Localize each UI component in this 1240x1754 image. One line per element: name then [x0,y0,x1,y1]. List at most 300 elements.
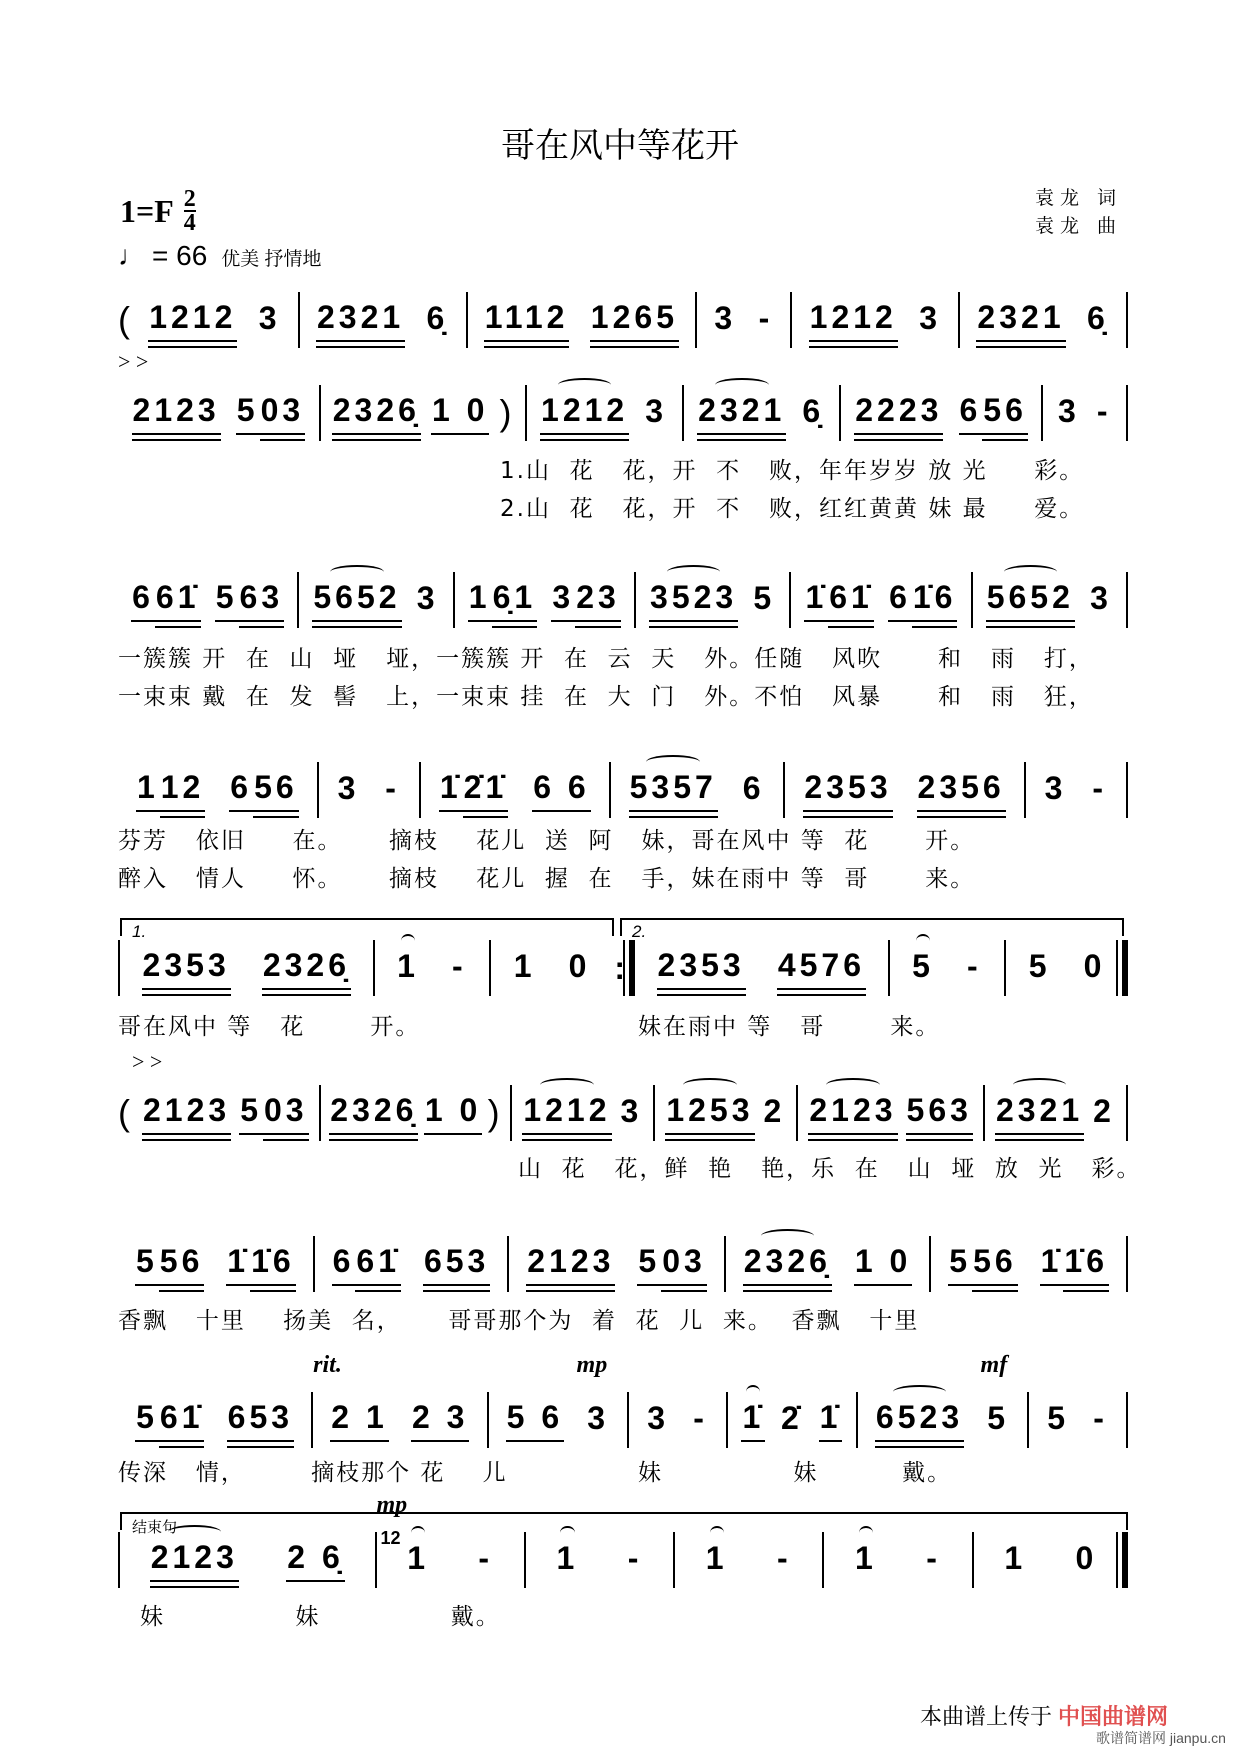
measure [931,1236,1128,1292]
measure [728,1392,858,1448]
expression-text: 优美 抒情地 [221,249,322,270]
notes: 5 [948,1243,972,1286]
note-group [948,1243,1017,1286]
notes: 2123 [142,1092,231,1135]
notes: - [478,1539,494,1576]
note-group [468,579,537,622]
note-group [763,1093,787,1134]
measure [132,1049,321,1141]
notes: 1̇ [226,1243,250,1286]
note-group [1075,1540,1099,1581]
notes: 2 6̣ [286,1539,344,1582]
note-group [1003,1540,1027,1581]
note-group [742,770,766,811]
notes: 3 [620,1092,643,1129]
note-group [854,1243,912,1286]
note-group [911,948,935,989]
note-group [854,392,943,435]
notes: 6̣ [1087,299,1109,336]
fermata-count: 12 [380,1528,401,1548]
notes: 5 [135,1243,159,1286]
note-group [226,1243,295,1286]
note-group [743,1243,832,1286]
measure [489,1352,630,1448]
note-group [976,299,1065,342]
notes: 1 0 [431,392,489,435]
measure [375,940,492,996]
note-group [906,1092,973,1135]
site-watermark: 歌谱简谱网 jianpu.cn [1096,1730,1226,1746]
notation-row [118,1352,1128,1448]
note-group [426,300,450,341]
note-group [439,769,508,812]
lyric-line: 2.山 花 花，开 不 败，红红黄黄 妹 最 爱。 [500,496,1085,522]
lyric-line: 一簇簇 开 在 山 垭 垭，一簇簇 开 在 云 天 外。任随 风吹 和 雨 打， [118,646,1094,672]
note-group [330,1399,388,1442]
notes: 1 0 [854,1243,912,1286]
notes: 2321 [316,299,405,342]
measure [468,292,698,348]
note-group [135,1243,204,1286]
note-group [809,299,898,342]
note-group [329,1092,418,1135]
note-group [135,1399,204,1442]
notes: 3 [714,299,737,336]
note-group [590,299,679,342]
note-group [758,300,775,341]
note-group [416,580,440,621]
notes: 2326̣ [262,947,351,990]
notes: 1 [705,1539,728,1576]
note-group [477,1540,494,1581]
notes: - [926,1539,941,1576]
measure [824,1532,973,1588]
note-group [780,1400,804,1441]
dynamic-marking: rit. [313,1352,342,1378]
notes: 6̣ [426,299,449,336]
notes: 5357 [629,769,718,812]
notation-row [118,349,1128,441]
note-group [229,769,298,812]
measure [792,292,960,348]
notes: 3 [258,299,281,336]
notes: 1̇ [819,1399,843,1442]
composer: 袁龙 曲 [1034,215,1122,237]
upload-text: 本曲谱上传于 [920,1704,1053,1729]
measure [1026,762,1128,818]
notes: 2 [763,1092,786,1129]
accent-marks: > > [118,349,149,374]
measure [376,1492,526,1588]
note-group [917,769,1006,812]
notes: 56 [253,769,299,812]
song-title: 哥在风中等花开 [501,126,739,166]
note-group [986,1400,1010,1441]
dynamic-marking: mp [576,1352,608,1378]
volta-first-label: 1. [132,922,147,941]
notes: 2 1 [330,1399,388,1442]
accent-marks: > > [132,1049,163,1074]
note-group [959,392,1028,435]
notes: 2321 [976,299,1065,342]
note-group [1028,948,1052,989]
note-group [649,579,738,622]
measure [636,572,791,628]
notes: 1̇ [439,769,463,812]
notes: 1212 [522,1092,611,1135]
notes: 5652 [986,579,1075,622]
note-group [808,1092,897,1135]
notes: 1 [855,1539,877,1576]
notes: 653 [423,1243,490,1286]
notes: 0 [1075,1539,1098,1576]
notes: 1265 [590,299,679,342]
measure [1006,940,1128,996]
credits [1035,184,1122,240]
measure [455,572,636,628]
notes: 2123 [808,1092,897,1135]
note-group [239,1092,308,1135]
note-group [776,1540,793,1581]
notes: 1̇ [804,579,828,622]
lyricist: 袁龙 词 [1034,187,1122,209]
notes: - [776,1539,792,1576]
coda-label: 结束句 [132,1519,178,1536]
note-group [337,770,361,811]
notes: 5 [135,1399,159,1442]
notes: 61̇ [828,579,874,622]
note-group [484,299,570,342]
notes: 1 [556,1539,579,1576]
notes: 1 [468,579,492,622]
measure [973,572,1128,628]
note-group [697,392,786,435]
key-signature [120,188,196,234]
note-group [555,1540,579,1581]
note-group [665,1092,754,1135]
note-group [875,1399,964,1442]
note-group [411,1399,469,1442]
note-group [986,579,1075,622]
note-group [692,1400,709,1441]
notes: 6 [229,769,253,812]
measure [841,385,1044,441]
lyric-line: 醉入 情人 怀。 摘枝 花儿 握 在 手，妹在雨中 等 哥 来。 [118,866,976,892]
notes: 2̇ [781,1399,803,1436]
notation-row [118,292,1128,348]
notes: 61̇ [155,579,201,622]
notes: 6 [332,1243,356,1286]
open-paren: ( [118,299,130,340]
notes: - [758,299,774,336]
note-group [258,300,282,341]
tempo-value: = 66 [152,240,208,271]
measure [858,1352,1029,1448]
notes: - [385,769,400,806]
note-group [1089,580,1113,621]
notes: 3523 [649,579,738,622]
notes: 1̇6 [250,1243,296,1286]
notes: 3 [1090,579,1112,616]
note-group [215,579,284,622]
note-group [1044,770,1068,811]
note-group [646,1400,670,1441]
notation-row [118,1049,1128,1141]
note-group [148,299,237,342]
notes: 2123 [526,1243,615,1286]
note-group [741,1399,765,1442]
notes: 1253 [665,1092,754,1135]
notes: 1212 [540,392,629,435]
notes: 3 [551,579,575,622]
measure [785,762,1025,818]
tempo-marking [118,240,322,272]
note-group [854,1540,878,1581]
measure [313,1352,488,1448]
notes: 1̇ [1040,1243,1064,1286]
measure [512,1085,655,1141]
measure [611,762,786,818]
notes: 23 [575,579,621,622]
notes: 0 [1083,947,1106,984]
notes: 1212 [809,299,898,342]
notation-row [118,1236,1128,1292]
note-group [966,948,983,989]
brand-logo[interactable]: 中国曲谱网 [1058,1704,1169,1729]
notation-row [118,762,1128,818]
note-group [406,1540,430,1581]
notes: 03 [260,392,306,435]
notes: 5 [637,1243,661,1286]
lyric-line: 妹在雨中 等 哥 来。 [638,1014,941,1040]
measure [299,572,454,628]
note-group [1092,1093,1116,1134]
notes: - [1093,1399,1108,1436]
measure [635,940,890,996]
notes: 1 [1004,1539,1027,1576]
note-group [384,770,401,811]
notes: - [452,947,467,984]
notes: 12 [160,769,206,812]
notes: 56 [159,1243,205,1286]
notes: 0 [568,947,591,984]
notes: 3 [337,769,360,806]
notes: 3 [587,1399,610,1436]
note-group [627,1540,644,1581]
notes: 5 [239,1092,263,1135]
measure [118,349,321,441]
notes: 1 0 [424,1092,482,1135]
note-group [620,1093,644,1134]
notes: 5 [987,1399,1010,1436]
measure [726,1236,932,1292]
measure [321,1085,513,1141]
notes: 5652 [312,579,401,622]
lyric-line: 哥在风中 等 花 开。 [118,1014,421,1040]
note-group [918,300,942,341]
measure [421,762,611,818]
note-group [262,947,351,990]
note-group [540,392,629,435]
notes: 1 [513,947,536,984]
note-group [513,948,537,989]
note-group [1086,300,1110,341]
dynamic-marking: mp [376,1492,408,1518]
measure [629,1392,728,1448]
notes: 1 [397,947,419,984]
note-group [132,392,221,435]
note-group [801,393,825,434]
notes: 3 [416,579,439,616]
measure [118,1236,315,1292]
notes: 3 [647,1399,670,1436]
notes: 03 [661,1243,707,1286]
note-group [424,1092,482,1135]
note-group [286,1539,344,1582]
note-group [586,1400,610,1441]
notes: 5 [215,579,239,622]
notes: 6 [959,392,983,435]
notes: 2̇1̇ [463,769,509,812]
time-bottom: 4 [183,210,196,236]
note-group [150,1539,239,1582]
measure [974,1532,1128,1588]
notes: 5 [753,579,776,616]
notes: 3 [1057,392,1080,429]
note-group [142,947,231,990]
notes: 4576 [777,947,866,990]
measure [491,940,635,996]
measure [526,1532,675,1588]
note-group [777,947,866,990]
notation-row [118,572,1128,628]
notes: 2 [1093,1092,1115,1129]
note-group [532,769,590,812]
note-group [819,1399,843,1442]
note-group [423,1243,490,1286]
notes: 2353 [142,947,231,990]
measure [319,762,421,818]
measure [118,762,319,818]
lyric-line: 山 花 花，鲜 艳 艳，乐 在 山 垭 放 光 彩。 [518,1156,1142,1182]
time-top: 2 [183,186,196,212]
note-group [713,300,737,341]
notes: - [966,947,982,984]
notation-row [118,940,1128,996]
note-group [227,1399,294,1442]
measure [1029,1392,1128,1448]
notes: 2123 [150,1539,239,1582]
notes: 5 [236,392,260,435]
notes: 61̇ [159,1399,205,1442]
note-group [312,579,401,622]
measure [890,940,1007,996]
notes: 1112 [484,299,570,342]
note-group [804,579,873,622]
lyric-line: 芬芳 依旧 在。 摘枝 花儿 送 阿 妹，哥在风中 等 花 开。 [118,828,976,854]
measure [315,1236,510,1292]
note-group [1091,770,1108,811]
measure [118,572,299,628]
note-group [1083,948,1107,989]
note-group [451,948,468,989]
notes: 6̣1 [492,579,538,622]
measure [791,572,972,628]
notes: - [1092,769,1108,806]
measure [300,292,468,348]
note-group [332,1243,401,1286]
dynamic-marking: mf [980,1352,1008,1378]
notes: 56 [982,392,1028,435]
notes: - [627,1539,643,1576]
note-group [431,392,489,435]
measure [960,292,1128,348]
measure [985,1085,1128,1141]
measure [1043,385,1128,441]
lyric-line: 香飘 十里 扬美 名， 哥哥那个为 着 花 儿 来。 香飘 十里 [118,1308,920,1334]
quarter-note-icon: ♩ [118,240,146,271]
notes: 2223 [854,392,943,435]
note-group [316,299,405,342]
notes: 6 [888,579,912,622]
notes: 2356 [917,769,1006,812]
close-paren: ) [499,392,512,433]
measure [798,1085,985,1141]
notes: - [693,1399,708,1436]
notes: 5 [1028,947,1051,984]
note-group [396,948,420,989]
notes: 2326̣ [332,392,421,435]
note-group [1046,1400,1070,1441]
notes: 3 [919,299,942,336]
note-group [551,579,620,622]
notes: 5 [912,947,934,984]
lyric-line: 传深 情， 摘枝那个 花 儿 妹 妹 戴。 [118,1460,953,1486]
note-group [637,1243,706,1286]
notes: 1̇6 [912,579,958,622]
note-group [752,580,776,621]
key-tonic: 1=F [120,192,174,229]
notes: 1̇ [741,1399,765,1442]
notes: 1 [136,769,160,812]
notes: 1212 [148,299,237,342]
note-group [1040,1243,1109,1286]
notes: 63 [239,579,285,622]
notes: 6̣ [802,392,825,429]
note-group [131,579,200,622]
lyric-line: 妹 妹 戴。 [140,1604,501,1630]
notes: 6523 [875,1399,964,1442]
note-group [1092,1400,1109,1441]
note-group [1096,393,1113,434]
note-group [705,1540,729,1581]
note-group [136,769,205,812]
notes: 61̇ [355,1243,401,1286]
volta-first [120,918,614,941]
notes: - [1096,392,1112,429]
footer-watermark [920,1700,1226,1746]
notes: 1 [407,1539,429,1576]
measure [697,292,792,348]
note-group [803,769,892,812]
note-group [506,1399,564,1442]
measure [684,385,841,441]
notes: 2326̣ [743,1243,832,1286]
note-group [888,579,957,622]
notes: 1̇6 [1063,1243,1109,1286]
notes: 03 [263,1092,309,1135]
coda-bracket [120,1512,1128,1536]
